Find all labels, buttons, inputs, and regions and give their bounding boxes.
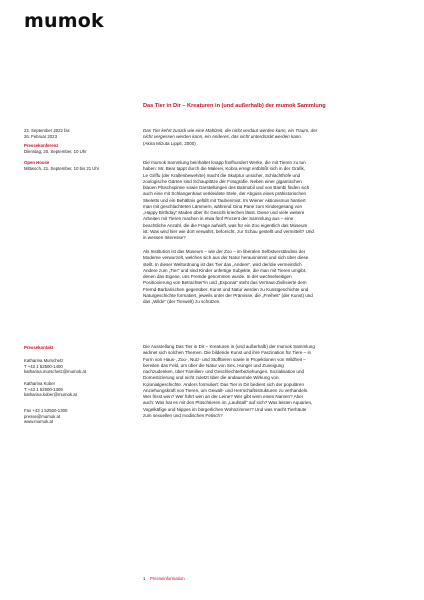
open-house-block [24, 160, 130, 171]
p3-line: Form von Haus-, Zoo-, Nutz- und Stofftieren sowie in Projektionen von Wildheit – [143, 356, 306, 362]
press-contact-block [24, 345, 130, 351]
open-house-date: Mittwoch, 21. September, 10 bis 21 Uhr [24, 165, 100, 171]
website-link[interactable]: www.mumok.at [24, 419, 54, 425]
p2-line: das „Wilde“ (der Tierwelt) zu schützen. [143, 299, 221, 304]
paragraph-2 [143, 249, 406, 305]
press-conference-label: Pressekonferenz [24, 143, 59, 148]
contact-1-mail[interactable]: katharina.murschetz@mumok.at [24, 369, 86, 375]
p3-line: Vogelkäfige und Nippes im bürgerlichen Wohnzimmer? Und was macht Tierhäute [143, 406, 307, 412]
p3-line: Anziehungskraft von Tieren, um Gewalt- und Herrschaftsstrukturen zu verhandeln. [143, 387, 309, 393]
p2-line: Moderne verwurzelt, welches sich aus der Natur herausnimmt und sich über diese [143, 255, 309, 261]
press-mail[interactable]: presse@mumok.at [24, 413, 61, 419]
paragraph-3 [143, 344, 406, 419]
general-contact [24, 408, 130, 425]
p3-line: Domestizierung und nicht zuletzt über die andauernde Wirkung von [143, 375, 279, 381]
p2-line: denen das Eigene, uns Fremde genommen wurde. In der wechselseitigen [143, 274, 292, 279]
paragraph-1 [143, 160, 406, 241]
quote-line-1: Das Tier kehrt zurück wie eine Mahlzeit, die nicht verdaut werden kann, ein Traum, der [143, 128, 318, 133]
page-title: Das Tier in Dir – Kreaturen in (und außerhalb) der mumok Sammlung [143, 103, 326, 109]
intro-quote [143, 128, 406, 147]
mumok-logo: mumok [24, 10, 104, 32]
p3-line: widmet sich solchen Themen. Die bildende Kunst und ihre Faszination für Tiere – in [143, 350, 311, 356]
dates-line-2: 26. Februar 2023 [24, 133, 57, 139]
p1-line: auch eine mit Schlangenhaut verkleidete Stele, der Abguss eines prähistorischen [143, 191, 307, 197]
p2-line: Positionierung von Betrachter*in und „Exponat“ steht das Vertraut-Zivilisierte dem [143, 280, 307, 286]
p1-line: Le Griffu (der Krallenbewehrte) macht die Skulptur unsicher, Schlachthöfe und [143, 172, 301, 178]
page-number: 1 [143, 576, 146, 581]
quote-source: (Akira Mizuta Lippit, 2000) [143, 140, 196, 146]
press-contact-label: Pressekontakt [24, 345, 54, 350]
p1-line: ist. Was wird hier wie dort verwahrt, beforscht, zur Schau gestellt und vermittelt? Und [143, 228, 314, 234]
contact-2 [24, 381, 130, 398]
contact-1-phone: T +43 1 52500-1400 [24, 363, 63, 369]
p1-line: „Happy Birthday“ Maden über ihr Gesicht kriechen lässt. Diese und viele weitere [143, 210, 305, 215]
footer-label: Presseinformation [150, 576, 185, 581]
contact-2-phone: T +43 1 52500-1309 [24, 386, 63, 392]
contact-1-name: Katharina Murschetz [24, 358, 64, 363]
p2-line: Fremd-Barbarischen gegenüber. Kunst und Natur werden zu Kunstgeschichte und [143, 286, 309, 292]
p1-line: blauen Plüschspinne sowie Darstellungen des Batmobil und von Bambi finden sich [143, 185, 310, 190]
p2-line: Andere zum „Tier“ und sind Kinder unfertige Subjekte, die man mit Tieren umgibt, [143, 267, 307, 273]
p1-line: zoologische Gärten sind Schauplätze der Fotografie. Neben einer gigantischen [143, 178, 302, 184]
open-house-label: Open House [24, 160, 50, 165]
press-conference-date: Dienstag, 20. September, 10 Uhr [24, 148, 87, 154]
contact-2-name: Katharina Kober [24, 381, 56, 386]
contact-2-mail[interactable]: katharina.kober@mumok.at [24, 392, 77, 398]
exhibition-dates [24, 128, 130, 139]
p2-line: Als Institution ist das Museum – wie der Zoo – im liberalen Selbstverständnis der [143, 249, 306, 254]
p3-line: Wer frisst wen? Wer führt wen an der Leine? Wer gibt wem einen Namen? Aber [143, 394, 304, 399]
p3-line: nachzudenken, über Familien- und Geschlechterbeziehungen, Sozialisation und [143, 369, 305, 374]
press-conference-block [24, 143, 130, 154]
p1-line: beachtliche Anzahl, die die Frage aufwirft, was für ein Zoo eigentlich das Museum [143, 222, 308, 228]
quote-line-2: nicht vergessen werden kann, ein Anderes, das nicht unterdrückt werden kann. [143, 134, 303, 140]
dates-line-1: 22. September 2022 bis [24, 128, 70, 133]
contact-1 [24, 358, 130, 375]
p1-line: man mit geschlachteten Lämmern, während Gina Pane zum Kindergesang von [143, 203, 302, 209]
p2-line: Naturgeschichte formatiert, jeweils unter der Prämisse, die „Freiheit“ (der Kunst) und [143, 292, 313, 298]
p1-line: in wessen Interesse? [143, 235, 186, 240]
p1-line: Die mumok Sammlung beinhaltet knapp fünfhundert Werke, die mit Tieren zu tun [143, 160, 306, 165]
p1-line: haben: Mr. Bear tappt durch die Malerei, Kobra erregt entblößt sich in der Grafik, [143, 166, 306, 172]
p1-line: Skeletts und ein Behältnis gefüllt mit Taubenmist. Im Wiener Aktionismus hantiert [143, 197, 306, 203]
p3-line: bereiten das Feld, um über die Natur von Sex, Hunger und Zuneigung [143, 362, 284, 368]
fax-line: Fax +43 1 52500-1300 [24, 408, 68, 413]
p3-line: Kolonialgeschichte. Anders formuliert: Das Tier in Dir bedient sich der populären [143, 381, 304, 387]
p3-line: Die Ausstellung Das Tier in Dir – Kreaturen in (und außerhalb) der mumok Sammlung [143, 344, 315, 349]
p1-line: Arbeiten mit Tieren machen in etwa fünf Prozent der Sammlung aus – eine [143, 216, 294, 222]
p3-line: auch: Was hat es mit den Plüschtieren im „Laufstall“ auf sich? Was leisten Aquarien, [143, 400, 313, 406]
p2-line: stellt. In dieser Weltordnung ist das Tier das „Andere“, wird der/die vermeintlich [143, 261, 302, 267]
p3-line: zum sexuellen und modischen Fetisch? [143, 412, 223, 418]
